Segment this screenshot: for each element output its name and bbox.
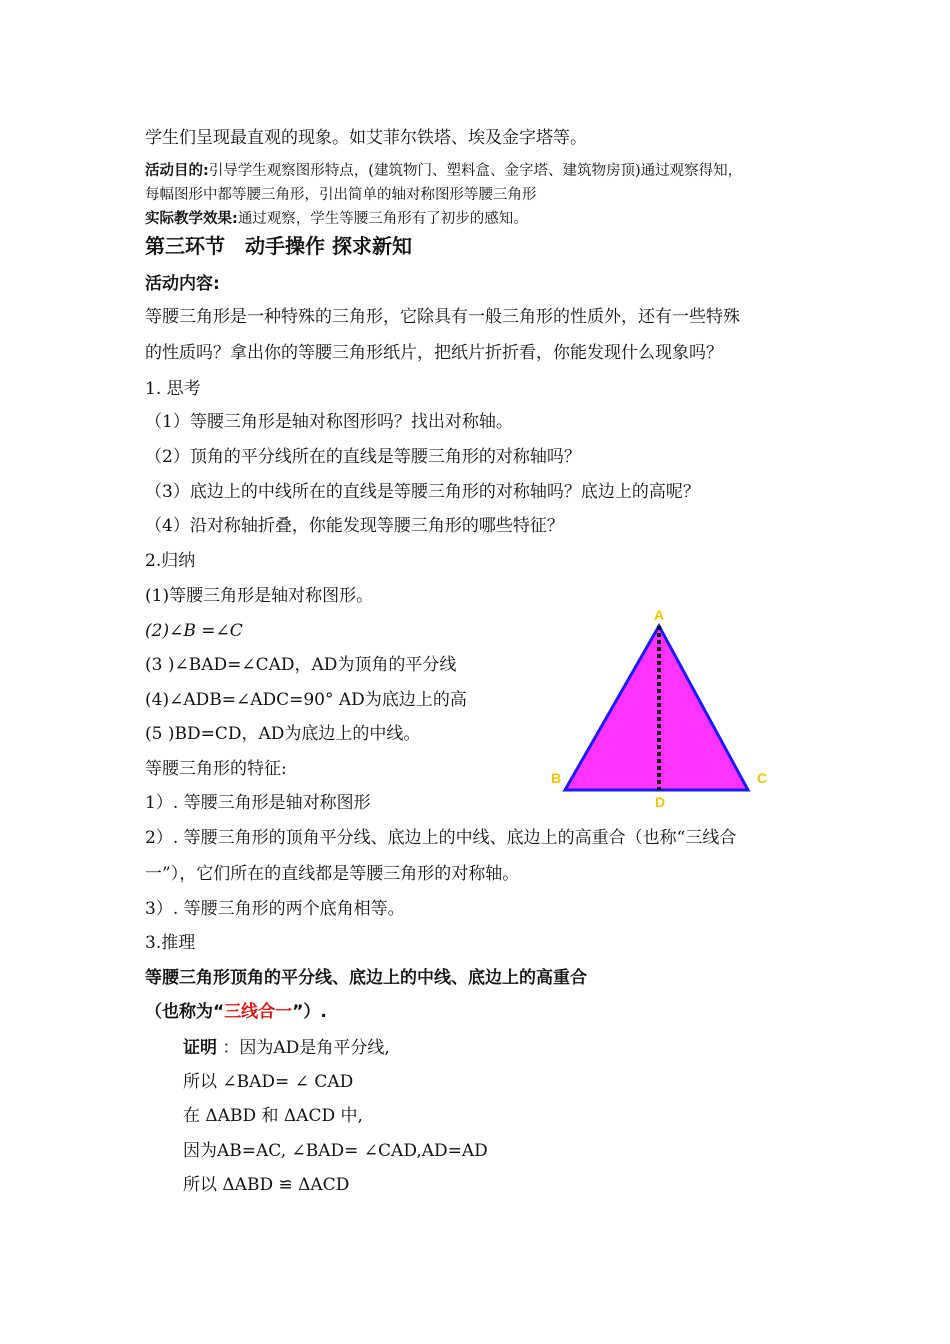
reasoning-heading: 3.推理 [145, 933, 196, 953]
theorem-aka [145, 1000, 327, 1024]
label-c: C [756, 770, 768, 786]
features-heading: 等腰三角形的特征: [145, 759, 287, 779]
feature-2-cont: 一”），它们所在的直线都是等腰三角形的对称轴。 [145, 864, 520, 884]
summary-2: (2)∠B =∠C [145, 621, 243, 641]
teaching-effect-text: 通过观察，学生等腰三角形有了初步的感知。 [237, 211, 528, 227]
label-d: D [654, 794, 666, 810]
paragraph-line-2: 的性质吗？拿出你的等腰三角形纸片，把纸片折折看，你能发现什么现象吗？ [145, 343, 723, 363]
summary-5: (5 )BD=CD，AD为底边上的中线。 [145, 724, 421, 744]
proof-line-4: 因为AB=AC, ∠BAD= ∠CAD,AD=AD [183, 1141, 488, 1161]
summary-4: (4)∠ADB=∠ADC=90° AD为底边上的高 [145, 690, 467, 710]
proof-label: 证明 [183, 1038, 217, 1058]
theorem-aka-post: ”）. [292, 1002, 327, 1022]
teaching-effect-label: 实际教学效果: [145, 211, 238, 227]
activity-content-label: 活动内容: [145, 274, 220, 294]
question-3: （3）底边上的中线所在的直线是等腰三角形的对称轴吗？底边上的高呢？ [145, 482, 700, 502]
feature-2: 2）. 等腰三角形的顶角平分线、底边上的中线、底边上的高重合（也称“三线合 [145, 828, 737, 848]
activity-purpose-label: 活动目的: [145, 163, 209, 179]
summary-heading: 2.归纳 [145, 551, 196, 571]
label-a: A [653, 607, 665, 623]
feature-3: 3）. 等腰三角形的两个底角相等。 [145, 899, 405, 919]
question-1: （1）等腰三角形是轴对称图形吗？找出对称轴。 [145, 412, 513, 432]
proof-line-1 [183, 1036, 390, 1060]
proof-line-3: 在 ΔABD 和 ΔACD 中, [183, 1106, 363, 1126]
question-4: （4）沿对称轴折叠，你能发现等腰三角形的哪些特征？ [145, 516, 564, 536]
section-heading: 第三环节 动手操作 探求新知 [145, 234, 412, 258]
summary-1: (1)等腰三角形是轴对称图形。 [145, 586, 374, 606]
theorem-aka-pre: （也称为“ [145, 1002, 225, 1022]
activity-purpose-text: 引导学生观察图形特点，(建筑物门、塑料盒、金字塔、建筑物房顶)通过观察得知， [208, 163, 743, 179]
label-b: B [550, 770, 562, 786]
theorem-statement: 等腰三角形顶角的平分线、底边上的中线、底边上的高重合 [145, 968, 587, 988]
paragraph-line-1: 等腰三角形是一种特殊的三角形，它除具有一般三角形的性质外，还有一些特殊 [145, 307, 740, 327]
triangle-shape [565, 626, 748, 790]
think-heading: 1. 思考 [145, 379, 201, 399]
summary-3: (3 )∠BAD=∠CAD，AD为顶角的平分线 [145, 655, 457, 675]
isosceles-triangle-figure [540, 598, 780, 818]
proof-line-5: 所以 ΔABD ≌ ΔACD [183, 1175, 350, 1195]
theorem-aka-red: 三线合一 [224, 1002, 293, 1022]
feature-1: 1）. 等腰三角形是轴对称图形 [145, 793, 371, 813]
line-activity-purpose-cont: 每幅图形中都等腰三角形，引出简单的轴对称图形等腰三角形 [145, 187, 537, 203]
proof-line-2: 所以 ∠BAD= ∠ CAD [183, 1072, 354, 1092]
proof-text: ：因为AD是角平分线, [222, 1038, 390, 1058]
question-2: （2）顶角的平分线所在的直线是等腰三角形的对称轴吗？ [145, 447, 581, 467]
line-intro: 学生们呈现最直观的现象。如艾菲尔铁塔、埃及金字塔等。 [145, 128, 587, 148]
line-teaching-effect [145, 209, 528, 229]
line-activity-purpose [145, 161, 742, 181]
